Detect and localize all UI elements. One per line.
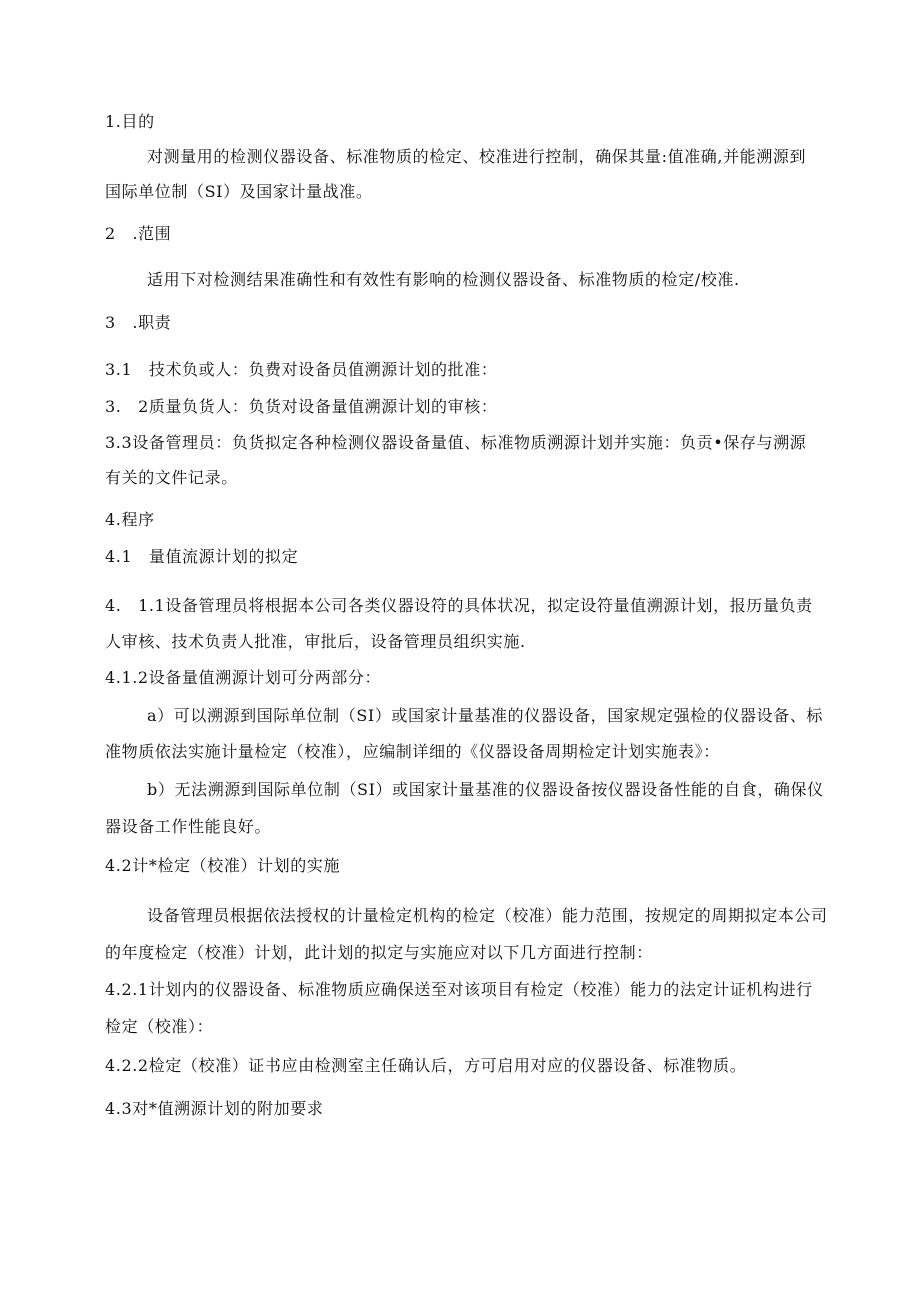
list-item: a）可以溯源到国际单位制（SI）或国家计量基准的仪器设备，国家规定强检的仪器设备、标: [147, 706, 824, 725]
list-item: 4.2.2检定（校准）证书应由检测室主任确认后，方可启用对应的仪器设备、标准物质。: [105, 1056, 747, 1075]
list-item: 3.3设备管理员：负货拟定各种检测仪器设备量值、标准物质溯源计划并实施：负贡•保存与溯源: [105, 433, 807, 452]
paragraph-line: 对测量用的检测仪器设备、标准物质的检定、校准进行控制，确保其量:值准确,并能溯源到: [147, 147, 807, 166]
list-item: 3.1 技术负或人：负费对设备员值溯源计划的批准：: [105, 360, 498, 379]
paragraph-line: 国际单位制（SI）及国家计量战准。: [105, 182, 373, 201]
paragraph-line: 检定（校准）：: [105, 1017, 214, 1036]
paragraph-line: 器设备工作性能良好。: [105, 817, 272, 836]
section-heading-responsibilities: 3 .职责: [105, 313, 172, 332]
section-heading-procedure: 4.程序: [105, 510, 155, 529]
list-item: b）无法溯源到国际单位制（SI）或国家计量基准的仪器设备按仪器设备性能的自食，确保仪: [147, 780, 824, 799]
paragraph-line: 有关的文件记录。: [105, 468, 238, 487]
section-heading-scope: 2 .范围: [105, 224, 172, 243]
list-item: 3. 2质量负货人：负货对设备量值溯源计划的审核：: [105, 397, 498, 416]
paragraph-line: 人审核、技术负责人批准，审批后，设备管理员组织实施.: [105, 632, 526, 651]
subsection-heading: 4.1 量值流源计划的拟定: [105, 547, 299, 566]
list-item: 4.1.2设备量值溯源计划可分两部分：: [105, 668, 382, 687]
subsection-heading: 4.2计*检定（校准）计划的实施: [105, 856, 341, 875]
section-heading-purpose: 1.目的: [105, 112, 155, 131]
paragraph-line: 的年度检定（校准）计划，此计划的拟定与实施应对以下几方面进行控制：: [105, 943, 653, 962]
paragraph-line: 准物质依法实施计量检定（校准），应编制详细的《仪器设备周期检定计划实施表》：: [105, 742, 720, 761]
paragraph-line: 适用下对检测结果准确性和有效性有影响的检测仪器设备、标准物质的检定/校准.: [147, 270, 740, 289]
list-item: 4. 1.1设备管理员将根据本公司各类仪器设符的具体状况，拟定设符量值溯源计划，报历量负责: [105, 596, 813, 615]
paragraph-line: 设备管理员根据依法授权的计量检定机构的检定（校准）能力范围，按规定的周期拟定本公司: [147, 906, 828, 925]
subsection-heading: 4.3对*值溯源计划的附加要求: [105, 1099, 324, 1118]
list-item: 4.2.1计划内的仪器设备、标准物质应确保送至对该项目有检定（校准）能力的法定计证机构进行: [105, 980, 813, 999]
